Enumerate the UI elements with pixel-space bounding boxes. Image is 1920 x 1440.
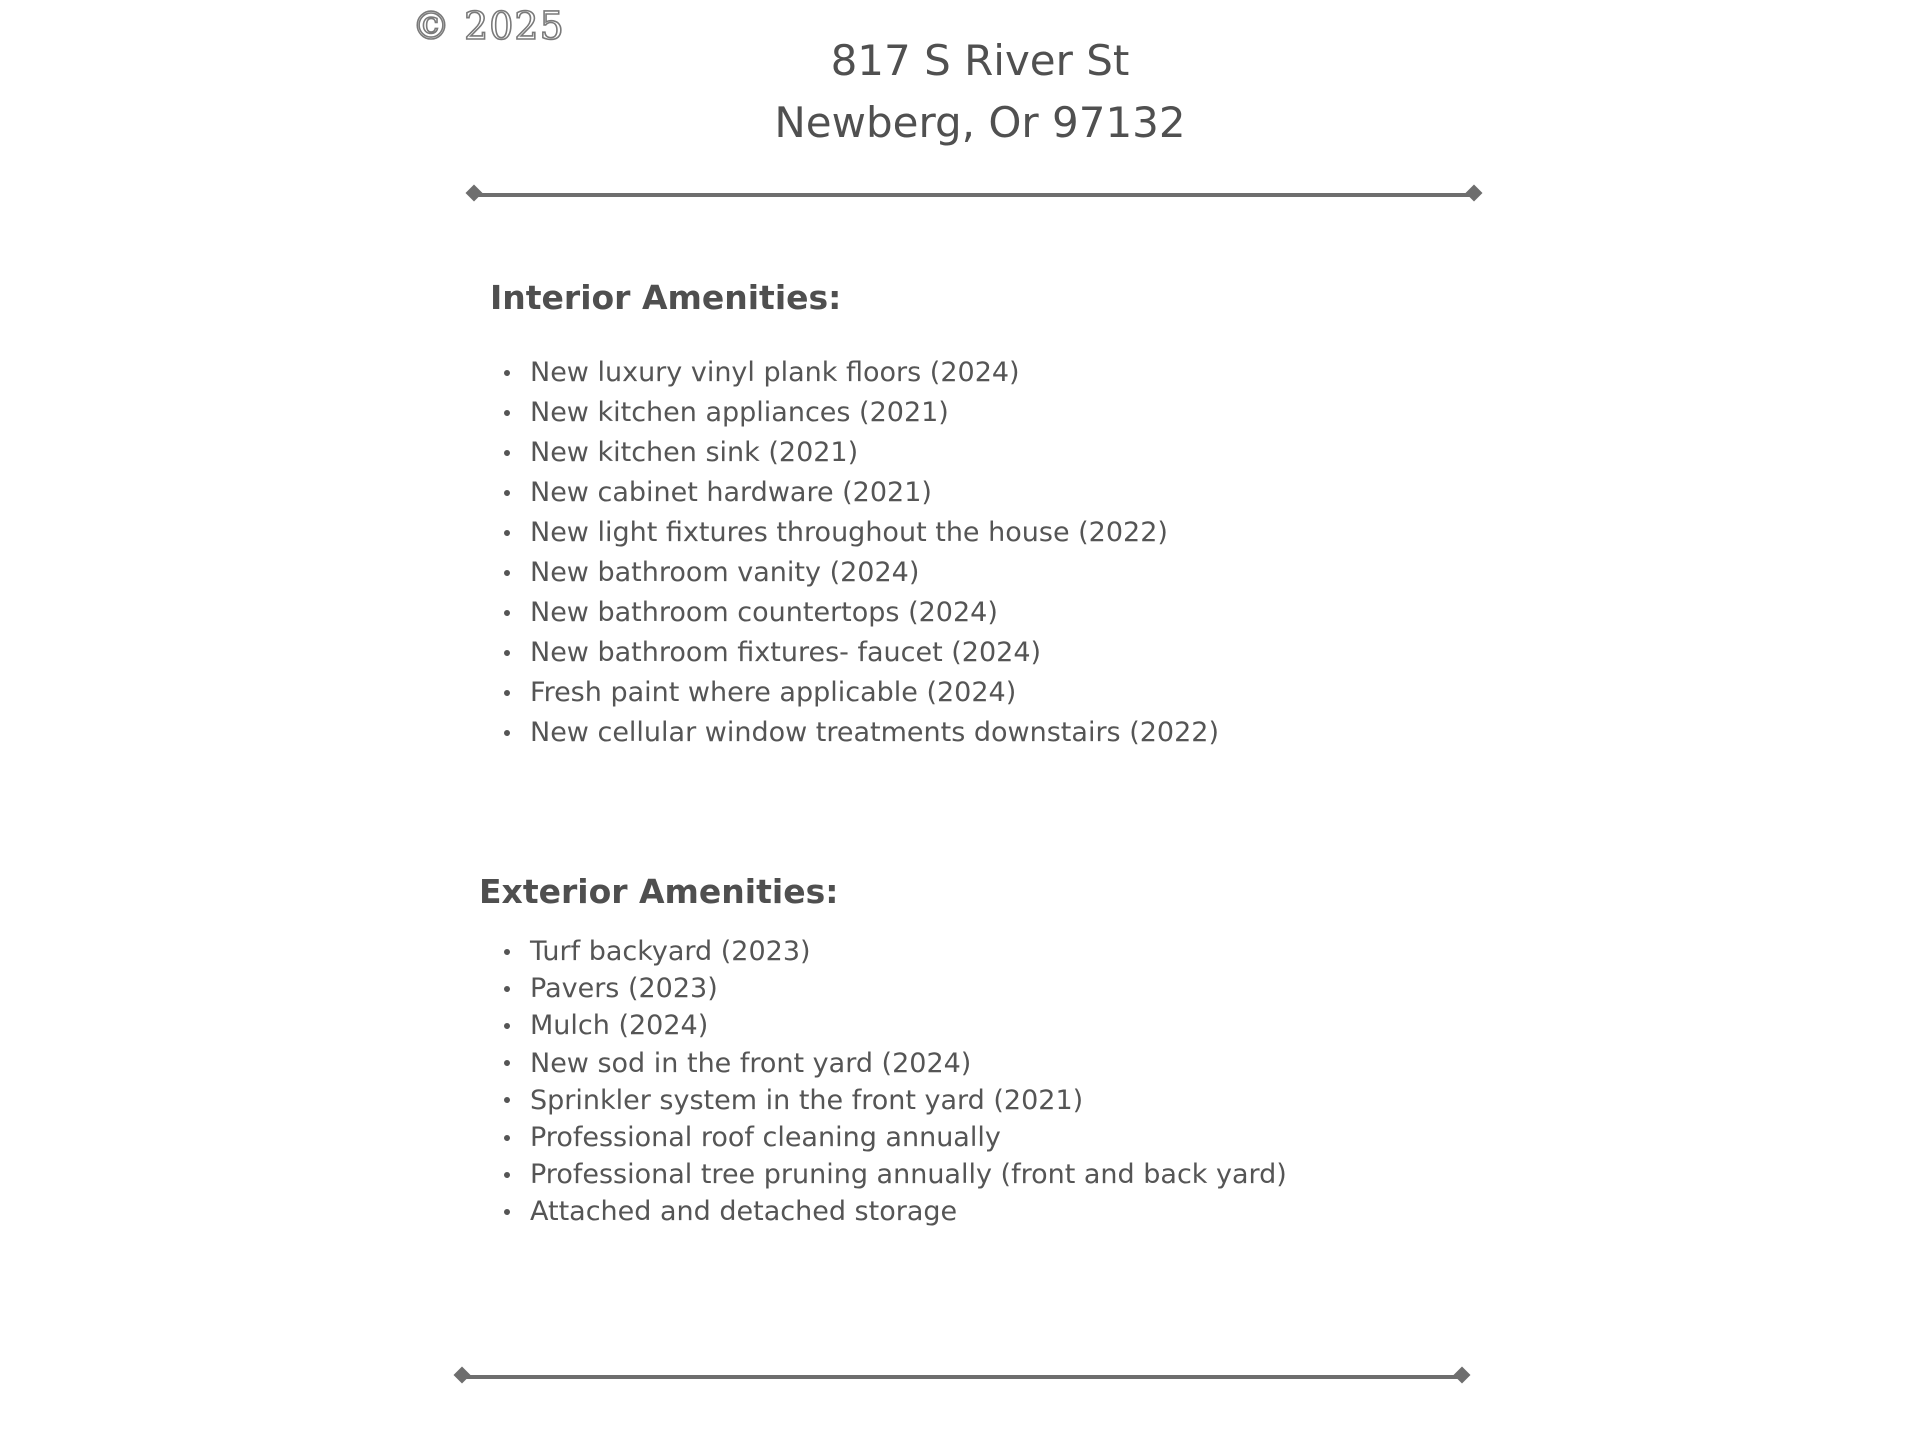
exterior-amenities-list [497, 933, 1287, 1231]
list-item: New bathroom countertops (2024) [497, 593, 1219, 633]
list-item: Attached and detached storage [497, 1193, 1287, 1230]
list-item: New cellular window treatments downstairs (2022) [497, 713, 1219, 753]
list-item: Fresh paint where applicable (2024) [497, 673, 1219, 713]
list-item: New kitchen sink (2021) [497, 433, 1219, 473]
interior-amenities-list [497, 353, 1219, 753]
list-item: Professional roof cleaning annually [497, 1119, 1287, 1156]
copyright-watermark: © 2025 [412, 4, 565, 48]
list-item: Pavers (2023) [497, 970, 1287, 1007]
list-item: Mulch (2024) [497, 1007, 1287, 1044]
property-address [0, 30, 1920, 154]
address-city-state-zip: Newberg, Or 97132 [774, 98, 1186, 147]
list-item: New cabinet hardware (2021) [497, 473, 1219, 513]
list-item: New light fixtures throughout the house (2022) [497, 513, 1219, 553]
list-item: New luxury vinyl plank floors (2024) [497, 353, 1219, 393]
interior-amenities-heading: Interior Amenities: [490, 278, 842, 317]
address-street: 817 S River St [830, 36, 1130, 85]
list-item: Professional tree pruning annually (front and back yard) [497, 1156, 1287, 1193]
list-item: New sod in the front yard (2024) [497, 1045, 1287, 1082]
list-item: Sprinkler system in the front yard (2021) [497, 1082, 1287, 1119]
list-item: Turf backyard (2023) [497, 933, 1287, 970]
list-item: New kitchen appliances (2021) [497, 393, 1219, 433]
list-item: New bathroom fixtures- faucet (2024) [497, 633, 1219, 673]
bottom-divider [462, 1375, 1462, 1379]
list-item: New bathroom vanity (2024) [497, 553, 1219, 593]
top-divider [474, 193, 1474, 197]
exterior-amenities-heading: Exterior Amenities: [479, 872, 839, 911]
